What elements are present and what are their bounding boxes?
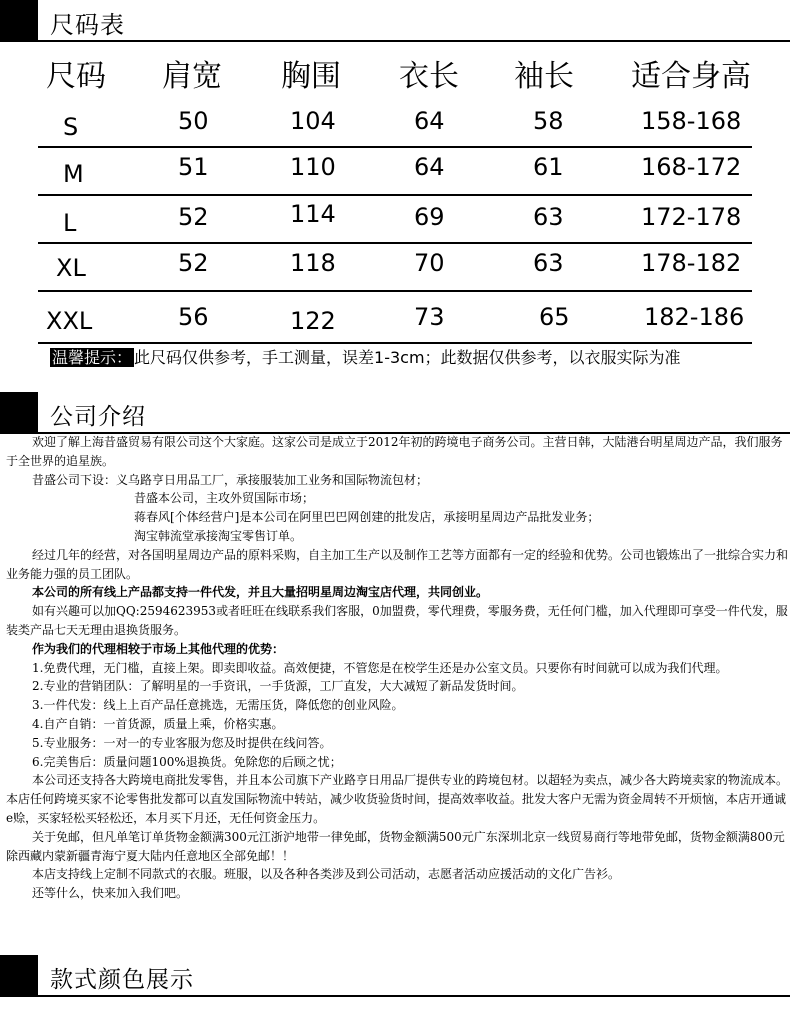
intro-paragraph: 如有兴趣可以加QQ:2594623953或者旺旺在线联系我们客服，0加盟费，零代理费，零服务费，无任何门槛，加入代理即可享受一件代发，服装类产品七天无理由退换货服务。 [6, 604, 788, 637]
cell-sleeve: 58 [533, 107, 564, 135]
cell-size: XL [56, 254, 86, 282]
cell-height: 182-186 [644, 303, 745, 331]
styles-header [0, 955, 790, 997]
cell-sleeve: 63 [533, 249, 564, 277]
intro-paragraph: 经过几年的经营，对各国明星周边产品的原料采购，自主加工生产以及制作工艺等方面都有一定的经验和优势。公司也锻炼出了一批综合实力和业务能力强的员工团队。 [6, 547, 789, 581]
header-block [0, 0, 38, 42]
list-item: 3.一件代发：线上上百产品任意挑选，无需压货，降低您的创业风险。 [32, 698, 404, 713]
cell-shoulder: 51 [178, 153, 209, 181]
company-intro [6, 433, 788, 903]
table-row [38, 148, 752, 196]
cell-chest: 104 [290, 107, 336, 135]
size-chart-title: 尺码表 [50, 11, 125, 39]
header-sleeve: 袖长 [514, 59, 574, 94]
cell-length: 69 [414, 203, 445, 231]
cell-sleeve: 61 [533, 153, 564, 181]
size-tip [50, 347, 681, 369]
styles-title: 款式颜色展示 [50, 967, 194, 993]
size-table-header-row [38, 58, 752, 100]
header-length: 衣长 [399, 59, 459, 94]
header-block [0, 392, 38, 434]
cell-chest: 118 [290, 249, 336, 277]
cell-height: 178-182 [641, 249, 742, 277]
cell-height: 168-172 [641, 153, 742, 181]
header-shoulder: 肩宽 [162, 59, 222, 94]
size-chart-header [0, 0, 790, 42]
intro-paragraph: 本公司的所有线上产品都支持一件代发，并且大量招明星周边淘宝店代理，共同创业。 [32, 585, 489, 600]
intro-paragraph: 关于免邮，但凡单笔订单货物金额满300元江浙沪地带一律免邮，货物金额满500元广东深圳北京一线贸易商行等地带免邮，货物金额满800元除西藏内蒙新疆青海宁夏大陆内任意地区全部免邮！！ [6, 829, 785, 863]
cell-length: 70 [414, 249, 445, 277]
list-item: 4.自产自销：一首货源，质量上乘，价格实惠。 [32, 716, 284, 731]
cell-length: 64 [414, 153, 445, 181]
cell-length: 73 [414, 303, 445, 331]
cell-shoulder: 56 [178, 303, 209, 331]
header-size: 尺码 [46, 59, 106, 94]
cell-length: 64 [414, 107, 445, 135]
list-item: 6.完美售后：质量问题100%退换货。免除您的后顾之忧； [32, 754, 342, 769]
cell-size: M [63, 160, 84, 188]
table-row [38, 100, 752, 148]
cell-height: 172-178 [641, 203, 742, 231]
tip-label: 温馨提示： [52, 348, 133, 367]
cell-size: L [63, 209, 77, 237]
cell-shoulder: 52 [178, 203, 209, 231]
cell-sleeve: 63 [533, 203, 564, 231]
intro-paragraph: 还等什么，快来加入我们吧。 [32, 886, 189, 901]
intro-paragraph: 淘宝韩流堂承接淘宝零售订单。 [134, 528, 303, 543]
table-row [38, 292, 752, 344]
cell-size: XXL [46, 307, 93, 335]
cell-size: S [63, 113, 79, 141]
tip-text: 此尺码仅供参考，手工测量，误差1-3cm；此数据仅供参考，以衣服实际为准 [134, 348, 681, 367]
cell-chest: 122 [290, 307, 336, 335]
company-header [0, 392, 790, 434]
table-row [38, 196, 752, 244]
header-height: 适合身高 [631, 59, 751, 94]
intro-paragraph: 蒋春风[个体经营户]是本公司在阿里巴巴网创建的批发店，承接明星周边产品批发业务； [134, 510, 600, 525]
list-item: 1.免费代理，无门槛，直接上架。即卖即收益。高效便捷，不管您是在校学生还是办公室文员。只要你有时间就可以成为我们代理。 [32, 660, 728, 675]
list-item: 5.专业服务：一对一的专业客服为您及时提供在线问答。 [32, 735, 332, 750]
cell-chest: 110 [290, 153, 336, 181]
intro-paragraph: 作为我们的代理相较于市场上其他代理的优势： [32, 641, 285, 656]
list-item: 2.专业的营销团队：了解明星的一手资讯，一手货源，工厂直发，大大减短了新品发货时间。 [32, 679, 524, 694]
size-table [38, 58, 752, 344]
header-rule [38, 40, 790, 42]
intro-paragraph: 昔盛本公司，主攻外贸国际市场； [134, 491, 315, 506]
intro-paragraph: 欢迎了解上海昔盛贸易有限公司这个大家庭。这家公司是成立于2012年初的跨境电子商务公司。主营日韩，大陆港台明星周边产品，我们服务于全世界的追星族。 [6, 435, 783, 468]
header-rule [38, 995, 790, 997]
intro-paragraph: 本店支持线上定制不同款式的衣服。班服，以及各种各类涉及到公司活动，志愿者活动应援活动的文化广告衫。 [32, 867, 621, 882]
intro-paragraph: 昔盛公司下设：义乌路亨日用品工厂，承接服装加工业务和国际物流包材； [32, 472, 429, 487]
company-title: 公司介绍 [50, 404, 146, 430]
cell-shoulder: 50 [178, 107, 209, 135]
table-row [38, 244, 752, 292]
cell-chest: 114 [290, 200, 336, 228]
cell-height: 158-168 [641, 107, 742, 135]
cell-shoulder: 52 [178, 249, 209, 277]
cell-sleeve: 65 [539, 303, 570, 331]
intro-paragraph: 本公司还支持各大跨境电商批发零售，并且本公司旗下产业路亨日用品厂提供专业的跨境包材。以超轻为卖点，减少各大跨境卖家的物流成本。本店任何跨境买家不论零售批发都可以直发国际物流中转站，减少收货验货时间，提高效率收益。批发大客户无需为资金周转不开烦恼，本店开通诚e赊，买家轻松买轻松还，本月买下月还，无任何资金压力。 [6, 773, 789, 825]
header-chest: 胸围 [281, 59, 341, 94]
header-block [0, 955, 38, 997]
